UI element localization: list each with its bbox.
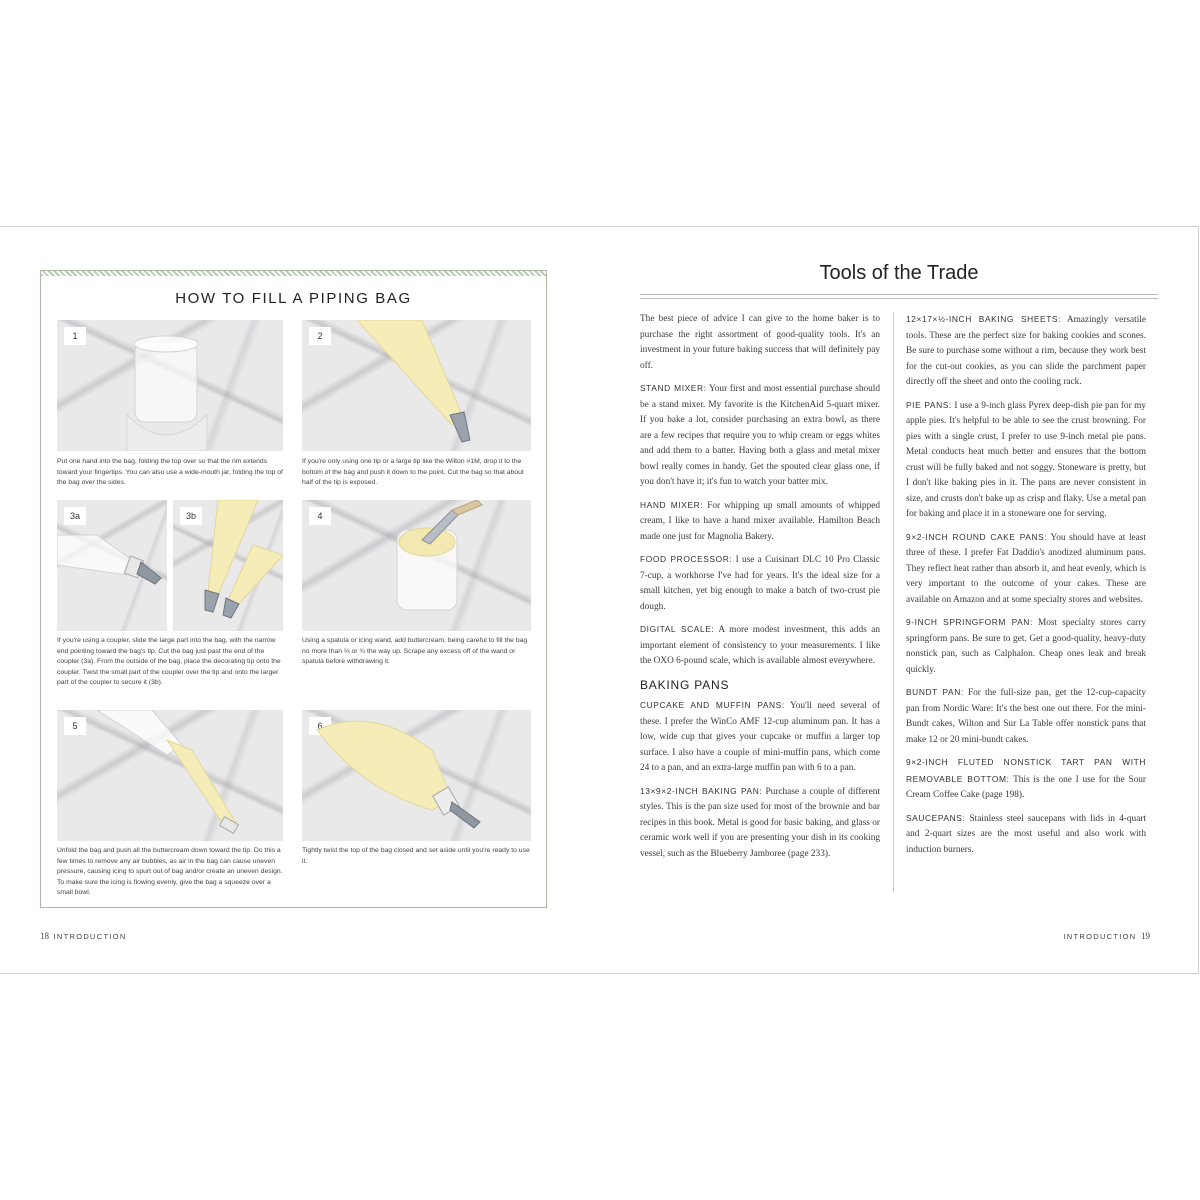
two-bags-illustration	[173, 500, 283, 631]
left-section-name: INTRODUCTION	[53, 932, 127, 941]
entry-cupcake-pans: CUPCAKE AND MUFFIN PANS: You'll need several of these. I prefer the WinCo AMF 12-cup aluminum pan. It has a low, wide cup that gives your cupcake or muffin a larger top surface. I also have a couple of mini-muffin pans, which come 24 to a pan, and an extra-large muffin pan with 6 to a pan.	[640, 700, 881, 773]
box-stripe	[41, 271, 546, 276]
filled-bag-illustration	[302, 320, 531, 451]
baking-pans-heading: BAKING PANS	[640, 677, 730, 692]
step-4-caption: Using a spatula or icing wand, add buttercream, being careful to fill the bag no more than ⅔ or ¾ the way up. Scrape any excess off of the wand or spatula before withdrawing it.	[302, 637, 528, 665]
right-page-number: 19	[1141, 931, 1150, 941]
step-3b-photo	[173, 500, 283, 631]
step-3a-photo	[57, 500, 167, 631]
step-3-caption: If you're using a coupler, slide the large part into the bag, with the narrow end pointing toward the bag's tip. Cut the bag just past the end of the coupler (3a). From the outside of the bag, place the decorating tip onto the coupler. Twist the small part of the coupler over the tip and onto the larger part of the coupler to secure it (3b).	[57, 637, 281, 686]
entry-food-processor: FOOD PROCESSOR: I use a Cuisinart DLC 10 Pro Classic 7-cup, a workhorse I've had for years. It's the ideal size for a small kitchen, yet big enough to make a batch of two-crust pie dough.	[640, 554, 880, 612]
step-4-badge: 4	[309, 507, 331, 525]
page-title: Tools of the Trade	[819, 262, 979, 284]
box-title: HOW TO FILL A PIPING BAG	[175, 290, 412, 307]
step-2-caption: If you're only using one tip or a large tip like the Wilton #1M, drop it to the bottom of the bag and push it down to the point. Cut the bag so that about half of the tip is exposed.	[302, 458, 524, 486]
spatula-illustration	[302, 500, 531, 631]
step-5-photo	[57, 710, 283, 841]
step-2-badge: 2	[309, 327, 331, 345]
title-rule-bottom	[640, 298, 1158, 299]
right-column-2	[906, 312, 1146, 865]
step-2-photo	[302, 320, 531, 451]
entry-baking-pan: 13×9×2-INCH BAKING PAN: Purchase a couple of different styles. This is the pan size used for most of the brownie and bar recipes in this book. Metal is good for basic baking, and glass or ceramic work well if you are presenting your dish in its cooking vessel, such as the Blueberry Jamboree (page 233).	[640, 785, 881, 859]
pushing-buttercream-illustration	[57, 710, 283, 841]
step-6-caption: Tightly twist the top of the bag closed and set aside until you're ready to use it.	[302, 847, 530, 865]
entry-stand-mixer: STAND MIXER: Your first and most essential purchase should be a stand mixer. My favorite is the KitchenAid 5-quart mixer. If you bake a lot, consider purchasing an extra bowl, as there are a few recipes that require you to whip cream or eggs whites and add them to a batter. Having both a glass and metal mixer bowl really comes in handy. Get the spouted clear glass one, if you don't have it; it's fun to watch your batter mix.	[640, 383, 881, 487]
step-5-badge: 5	[64, 717, 86, 735]
step-6-photo	[302, 710, 531, 841]
step-1-badge: 1	[64, 327, 86, 345]
left-page-footer	[40, 931, 127, 941]
step-3b-badge: 3b	[180, 507, 202, 525]
entry-springform-pan: 9-INCH SPRINGFORM PAN: Most specialty stores carry springform pans. Be sure to get. Get a good-quality, heavy-duty nonstick pan, such as Calphalon. Cheap ones leak and break quickly.	[906, 617, 1146, 675]
entry-pie-pans: PIE PANS: I use a 9-inch glass Pyrex deep-dish pie pan for my apple pies. It's helpful to be able to see the crust browning. For pies with a single crust, I prefer to use 9-inch metal pie pans. Metal conducts heat much better and ensures that the bottom crust will be fully baked and not soggy. Stoneware is pretty, but I don't like baking pies in it. The pans are never consistent in size, and crusts don't bake up as crisp and flaky. Use a metal pan for baking and place it in a stoneware one for serving.	[906, 399, 1146, 519]
coupler-illustration	[57, 500, 167, 631]
entry-hand-mixer: HAND MIXER: For whipping up small amounts of whipped cream, I like to have a hand mixer available. Hamilton Beach made one just for Magnolia Bakery.	[640, 499, 881, 542]
entry-saucepans: SAUCEPANS: Stainless steel saucepans with lids in 4-quart and 2-quart sizes are the most useful and also work with induction burners.	[906, 812, 1147, 855]
right-section-name: INTRODUCTION	[1063, 932, 1137, 941]
intro-paragraph: The best piece of advice I can give to the home baker is to purchase the right assortment of good-quality tools. It's an investment in your future baking success that will definitely pay off.	[640, 314, 880, 371]
step-3a-badge: 3a	[64, 507, 86, 525]
entry-bundt-pan: BUNDT PAN: For the full-size pan, get the 12-cup-capacity pan from Nordic Ware: It's the best one out there. For the mini-Bundt cakes, Wilton and Sur La Table offer nonstick pans that make 12 or 20 mini-bundt cakes.	[906, 687, 1147, 745]
step-6-badge: 6	[309, 717, 331, 735]
right-page-footer	[1063, 931, 1150, 941]
bag-in-hand-illustration	[57, 320, 283, 451]
step-4-photo	[302, 500, 531, 631]
column-divider	[893, 312, 894, 892]
right-column-1	[640, 312, 880, 869]
left-page-number: 18	[40, 931, 49, 941]
step-5-caption: Unfold the bag and push all the buttercream down toward the tip. Do this a few times to remove any air bubbles, as air in the bag can cause uneven pressure, causing icing to spurt out of bag and/or create an uneven design. To make sure the icing is flowing evenly, give the bag a squeeze over a small bowl.	[57, 847, 283, 896]
entry-digital-scale: DIGITAL SCALE: A more modest investment, this adds an important element of consistency to your measurements. I like the OXO 6-pound scale, which is available almost everywhere.	[640, 624, 880, 666]
title-rule-top	[640, 294, 1158, 295]
entry-tart-pan: 9×2-INCH FLUTED NONSTICK TART PAN WITH REMOVABLE BOTTOM: This is the one I use for the Sour Cream Coffee Cake (page 198).	[906, 757, 1147, 800]
step-1-photo	[57, 320, 283, 451]
step-1-caption: Put one hand into the bag, folding the top over so that the rim extends toward your fingertips. You can also use a wide-mouth jar, folding the top of the bag over the sides.	[57, 458, 283, 486]
entry-baking-sheets: 12×17×½-INCH BAKING SHEETS: Amazingly versatile tools. These are the perfect size for baking cookies and scones. Be sure to purchase some without a rim, because they work best for the cut-out cookies, as you can slide the parchment paper directly off the sheet and onto the cooling rack.	[906, 314, 1146, 387]
entry-round-cake-pans: 9×2-INCH ROUND CAKE PANS: You should have at least three of these. I prefer Fat Daddio's anodized aluminum pans. They reflect heat rather than absorb it, and heat evenly, which is very important to the outcome of your cakes. These are available on Amazon and at some specialty stores and websites.	[906, 531, 1146, 605]
twisted-bag-illustration	[302, 710, 531, 841]
